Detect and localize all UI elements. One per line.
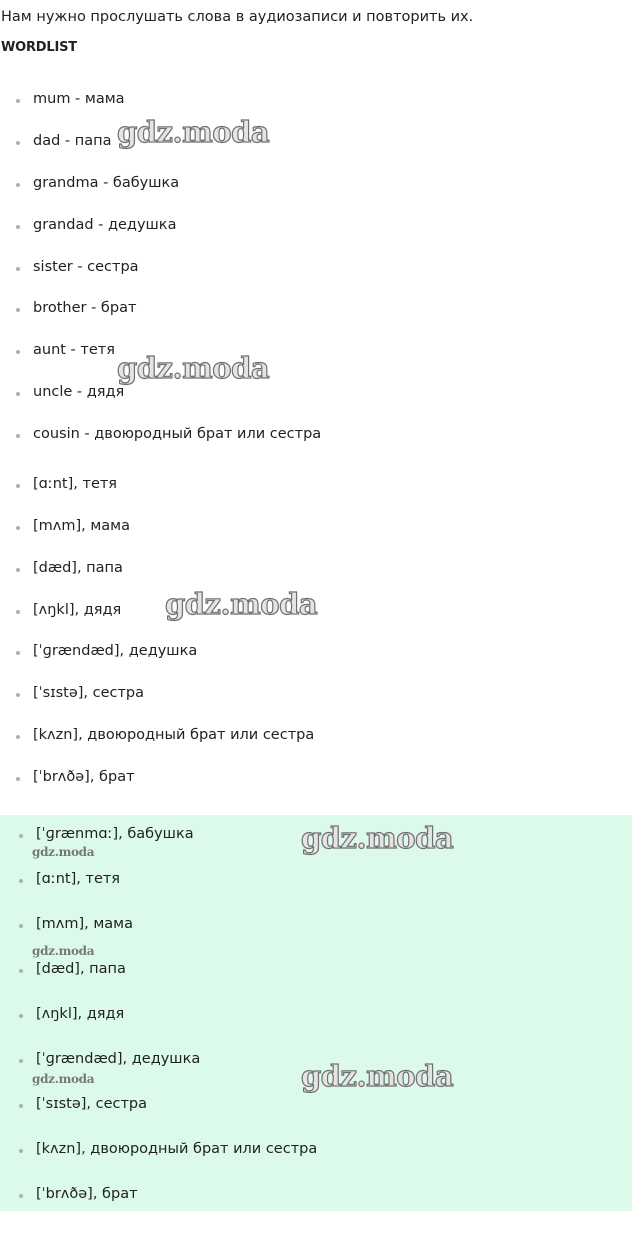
list-item-text: [ˈbrʌðə], брат bbox=[33, 769, 135, 785]
list-item-text: [ʌŋkl], дядя bbox=[33, 602, 122, 618]
list-item-text: [ʌŋkl], дядя bbox=[36, 1006, 125, 1022]
list-item-text: [ˈsɪstə], сестра bbox=[36, 1096, 148, 1112]
list-item-text: [mʌm], мама bbox=[33, 518, 131, 534]
bullet-icon bbox=[16, 693, 20, 697]
bullet-icon bbox=[16, 434, 20, 438]
list-item-text: mum - мама bbox=[33, 91, 125, 107]
list-item-text: [ˈsɪstə], сестра bbox=[33, 685, 145, 701]
bullet-icon bbox=[19, 1014, 23, 1018]
list-item-text: [ˈɡrændæd], дедушка bbox=[36, 1051, 201, 1067]
bullet-icon bbox=[19, 879, 23, 883]
list-item bbox=[33, 600, 121, 620]
watermark-logo: gdz.moda bbox=[301, 821, 454, 855]
list-item bbox=[33, 298, 136, 318]
bullet-icon bbox=[19, 924, 23, 928]
bullet-icon bbox=[19, 1149, 23, 1153]
list-item-text: [ɑːnt], тетя bbox=[33, 476, 118, 492]
bullet-icon bbox=[16, 141, 20, 145]
bullet-icon bbox=[16, 735, 20, 739]
bullet-icon bbox=[16, 183, 20, 187]
list-item bbox=[36, 959, 126, 979]
list-item bbox=[33, 474, 117, 494]
list-item bbox=[33, 89, 125, 109]
bullet-icon bbox=[16, 392, 20, 396]
list-item bbox=[33, 131, 111, 151]
bullet-icon bbox=[16, 225, 20, 229]
list-item bbox=[33, 173, 179, 193]
list-item bbox=[33, 683, 144, 703]
intro-text: Нам нужно прослушать слова в аудиозаписи и повторить их. bbox=[1, 9, 474, 25]
answer-panel bbox=[0, 815, 632, 1211]
list-item-text: [ˈɡrænmɑː], бабушка bbox=[36, 826, 194, 842]
list-item bbox=[36, 824, 194, 844]
bullet-icon bbox=[16, 99, 20, 103]
list-item-text: dad - папа bbox=[33, 133, 112, 149]
list-item bbox=[33, 215, 176, 235]
list-item bbox=[33, 424, 321, 444]
list-item-text: [ˈɡrændæd], дедушка bbox=[33, 643, 198, 659]
bullet-icon bbox=[16, 610, 20, 614]
list-item-text: [kʌzn], двоюродный брат или сестра bbox=[33, 727, 315, 743]
list-item bbox=[36, 1049, 200, 1069]
bullet-icon bbox=[16, 484, 20, 488]
watermark-logo: gdz.moda bbox=[117, 351, 270, 385]
list-item-text: [mʌm], мама bbox=[36, 916, 134, 932]
bullet-icon bbox=[16, 651, 20, 655]
watermark-logo-small: gdz.moda bbox=[32, 944, 95, 958]
watermark-logo: gdz.moda bbox=[301, 1059, 454, 1093]
list-item bbox=[36, 869, 120, 889]
bullet-icon bbox=[16, 526, 20, 530]
list-item-text: [kʌzn], двоюродный брат или сестра bbox=[36, 1141, 318, 1157]
bullet-icon bbox=[19, 1194, 23, 1198]
list-item bbox=[33, 516, 130, 536]
list-item bbox=[36, 914, 133, 934]
list-item bbox=[33, 725, 314, 745]
bullet-icon bbox=[19, 1104, 23, 1108]
list-item-text: brother - брат bbox=[33, 300, 137, 316]
list-item bbox=[36, 1094, 147, 1114]
list-item bbox=[33, 382, 124, 402]
list-item-text: aunt - тетя bbox=[33, 342, 115, 358]
bullet-icon bbox=[19, 969, 23, 973]
list-item-text: sister - сестра bbox=[33, 259, 139, 275]
list-item bbox=[33, 767, 135, 787]
bullet-icon bbox=[16, 308, 20, 312]
watermark-logo: gdz.moda bbox=[117, 115, 270, 149]
list-item-text: [ˈbrʌðə], брат bbox=[36, 1186, 138, 1202]
list-item bbox=[36, 1004, 124, 1024]
bullet-icon bbox=[16, 350, 20, 354]
list-item bbox=[33, 641, 197, 661]
bullet-icon bbox=[16, 777, 20, 781]
bullet-icon bbox=[16, 267, 20, 271]
bullet-icon bbox=[19, 1059, 23, 1063]
cropped-text-fragment bbox=[30, 449, 170, 452]
list-item-text: [dæd], папа bbox=[36, 961, 126, 977]
list-item-text: [ɑːnt], тетя bbox=[36, 871, 121, 887]
list-item-text: [dæd], папа bbox=[33, 560, 123, 576]
bullet-icon bbox=[16, 568, 20, 572]
list-item-text: grandma - бабушка bbox=[33, 175, 180, 191]
watermark-logo: gdz.moda bbox=[165, 587, 318, 621]
wordlist-heading: WORDLIST bbox=[1, 40, 77, 55]
list-item bbox=[33, 340, 115, 360]
list-item bbox=[36, 1139, 317, 1159]
list-item bbox=[33, 257, 139, 277]
watermark-logo-small: gdz.moda bbox=[32, 845, 95, 859]
list-item bbox=[36, 1184, 138, 1204]
list-item-text: cousin - двоюродный брат или сестра bbox=[33, 426, 322, 442]
bullet-icon bbox=[19, 834, 23, 838]
list-item-text: uncle - дядя bbox=[33, 384, 125, 400]
watermark-logo-small: gdz.moda bbox=[32, 1072, 95, 1086]
list-item-text: grandad - дедушка bbox=[33, 217, 177, 233]
list-item bbox=[33, 558, 123, 578]
